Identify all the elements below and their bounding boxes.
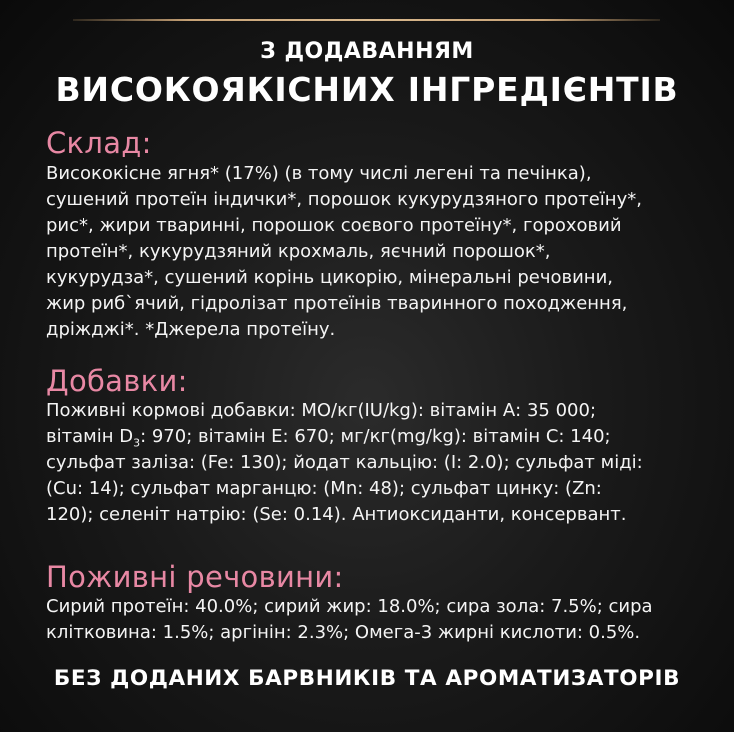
additives-line: 120); селеніт натрію: (Se: 0.14). Антиоксиданти, консервант. — [46, 504, 627, 525]
nutrients-body — [46, 594, 706, 646]
header-subtitle: З ДОДАВАННЯМ — [260, 39, 474, 64]
composition-line: рис*, жири тваринні, порошок соєвого протеїну*, гороховий — [46, 215, 622, 236]
gold-divider — [73, 19, 660, 21]
additives-line: (Cu: 14); сульфат марганцю: (Mn: 48); сульфат цинку: (Zn: — [46, 478, 602, 499]
additives-heading: Добавки: — [46, 364, 188, 398]
composition-line: дріжджі*. *Джерела протеїну. — [46, 319, 336, 340]
composition-line: Висококісне ягня* (17%) (в тому числі легені та печінка), — [46, 163, 592, 184]
composition-body — [46, 161, 706, 343]
composition-heading: Склад: — [46, 126, 152, 160]
composition-line: жир риб`ячий, гідролізат протеїнів тваринного походження, — [46, 293, 628, 314]
additives-line-prefix: вітамін D — [46, 426, 134, 447]
composition-line: кукурудза*, сушений корінь цикорію, мінеральні речовини, — [46, 267, 613, 288]
vitamin-d-subscript: 3 — [133, 436, 141, 450]
additives-line: сульфат заліза: (Fe: 130); йодат кальцію: (I: 2.0); сульфат міді: — [46, 452, 643, 473]
additives-body — [46, 398, 706, 528]
composition-line: протеїн*, кукурудзяний крохмаль, яєчний порошок*, — [46, 241, 551, 262]
nutrients-line: клітковина: 1.5%; аргінін: 2.3%; Омега-3 жирні кислоти: 0.5%. — [46, 622, 641, 643]
footer-note: БЕЗ ДОДАНИХ БАРВНИКІВ ТА АРОМАТИЗАТОРІВ — [53, 666, 681, 691]
additives-line — [46, 424, 706, 450]
additives-line: Поживні кормові добавки: МО/кг(IU/kg): вітамін А: 35 000; — [46, 400, 597, 421]
header-title: ВИСОКОЯКІСНИХ ІНГРЕДІЄНТІВ — [55, 70, 679, 109]
nutrients-line: Сирий протеїн: 40.0%; сирий жир: 18.0%; сира зола: 7.5%; сира — [46, 596, 653, 617]
nutrients-heading: Поживні речовини: — [46, 560, 344, 594]
composition-line: сушений протеїн індички*, порошок кукурудзяного протеїну*, — [46, 189, 642, 210]
additives-line-suffix: : 970; вітамін Е: 670; мг/кг(mg/kg): вітамін С: 140; — [140, 426, 611, 447]
